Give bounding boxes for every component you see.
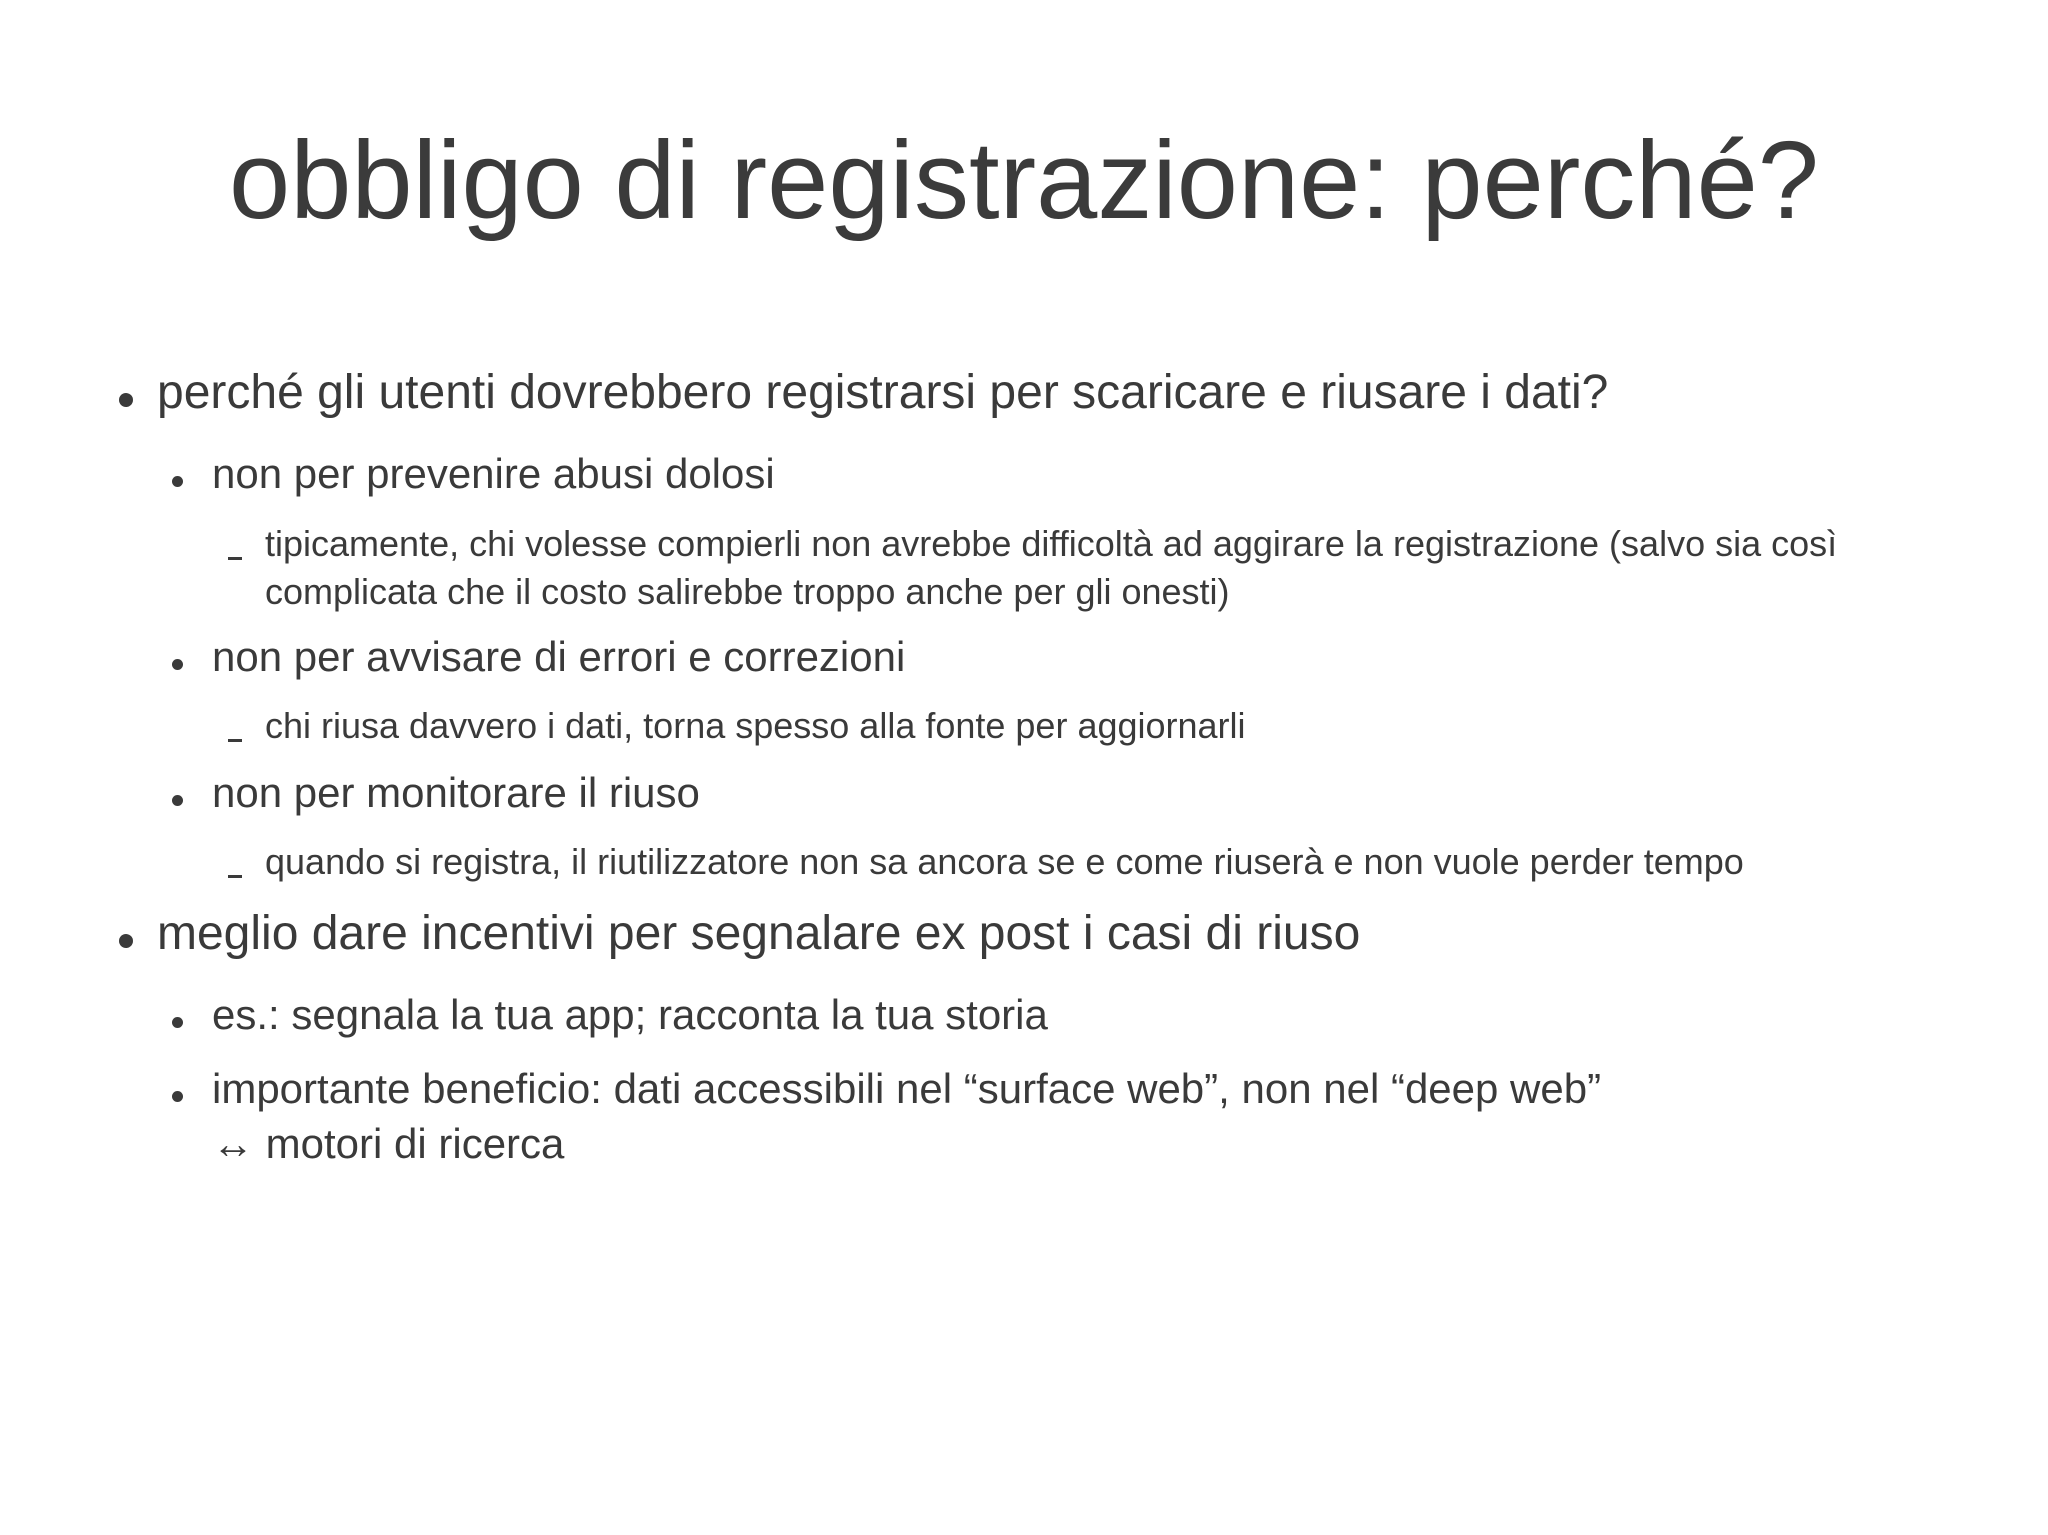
bullet-item-1: perché gli utenti dovrebbero registrarsi per scaricare e riusare i dati?: [157, 366, 1609, 419]
slide-title: obbligo di registrazione: perché?: [229, 119, 1819, 242]
bullet-icon: [172, 1091, 183, 1102]
sub-sub-item: quando si registra, il riutilizzatore non sa ancora se e come riuserà e non vuole perder tempo: [265, 841, 1744, 882]
sub-sub-item-line2: complicata che il costo salirebbe troppo anche per gli onesti): [265, 571, 1230, 612]
sub-sub-item: chi riusa davvero i dati, torna spesso alla fonte per aggiornarli: [265, 705, 1246, 746]
dash-icon: [228, 557, 242, 560]
bullet-icon: [119, 393, 133, 407]
sub-item-monitorare: non per monitorare il riuso: [212, 769, 700, 816]
sub-item-abusi: non per prevenire abusi dolosi: [212, 450, 775, 497]
sub-sub-item-line1: tipicamente, chi volesse compierli non avrebbe difficoltà ad aggirare la registrazione (salvo sia così: [265, 523, 1838, 564]
dash-icon: [228, 875, 242, 878]
bullet-icon: [119, 934, 133, 948]
sub-item-esempi: es.: segnala la tua app; racconta la tua storia: [212, 991, 1048, 1038]
bullet-icon: [172, 795, 183, 806]
dash-icon: [228, 739, 242, 742]
bullet-icon: [172, 1017, 183, 1028]
sub-item-beneficio-line2: ↔ motori di ricerca: [212, 1120, 565, 1167]
sub-item-errori: non per avvisare di errori e correzioni: [212, 633, 906, 680]
bullet-item-2: meglio dare incentivi per segnalare ex post i casi di riuso: [157, 907, 1361, 960]
sub-item-beneficio-line1: importante beneficio: dati accessibili nel “surface web”, non nel “deep web”: [212, 1065, 1602, 1112]
bullet-icon: [172, 659, 183, 670]
bullet-icon: [172, 476, 183, 487]
